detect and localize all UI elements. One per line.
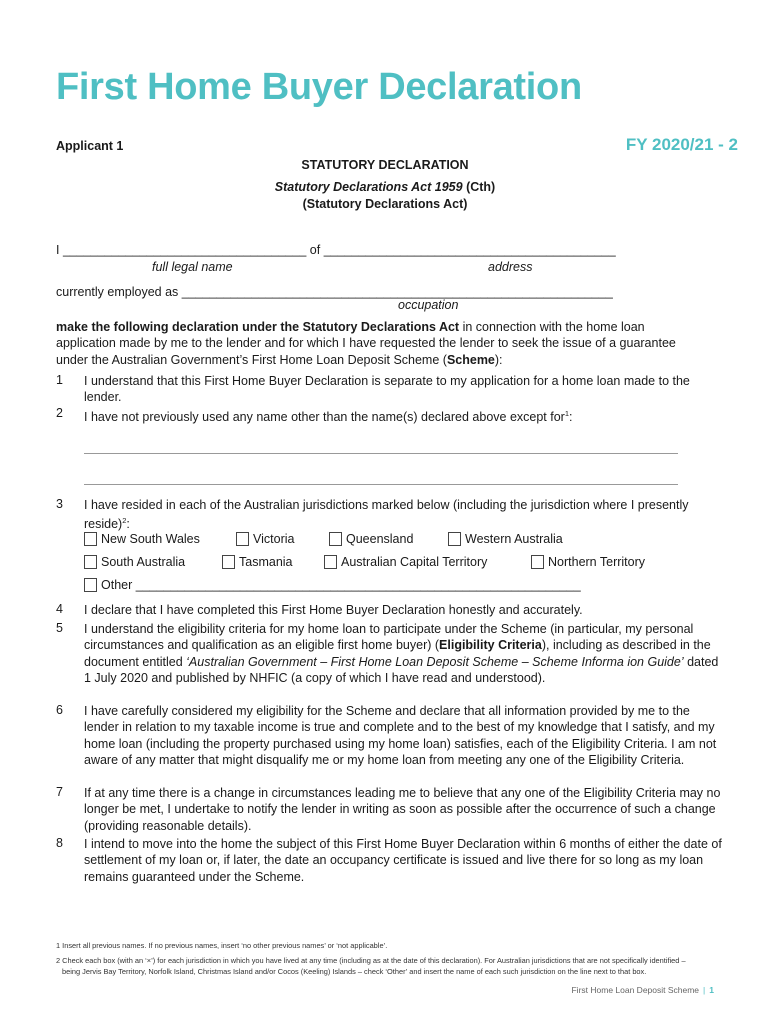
wa-checkbox[interactable] (448, 532, 461, 546)
jurisdiction-wa[interactable] (448, 532, 563, 546)
other-checkbox[interactable] (84, 578, 97, 592)
full-name-field[interactable]: ___________________________________ (62, 243, 307, 257)
tas-label: Tasmania (239, 555, 293, 569)
previous-names-line-2[interactable] (84, 484, 678, 485)
item-number-3: 3 (56, 497, 63, 511)
item-3-text (84, 497, 724, 533)
footnote-ref-2: 2 (122, 516, 127, 526)
jurisdiction-nt[interactable] (531, 555, 645, 569)
employed-label: currently employed as (56, 285, 179, 299)
financial-year-label: FY 2020/21 - 2 (625, 135, 738, 154)
item-number-5: 5 (56, 621, 63, 635)
nt-label: Northern Territory (548, 555, 646, 569)
act-line (0, 180, 770, 194)
item-5-text (84, 621, 724, 686)
jurisdiction-tas[interactable] (222, 555, 293, 569)
eligibility-criteria-term: Eligibility Criteria (439, 638, 542, 653)
address-field[interactable]: __________________________________________ (323, 243, 616, 257)
item-6-text: I have carefully considered my eligibility for the Scheme and declare that all information provided by me to the lender in relation to my taxable income is true and complete and to the best of my knowledge that I satisfy, and my home loan (including the property purchased using my home loan) satisfies, each of the Eligibility Criteria. I am not aware of any matter that might disqualify me or my home loan from meeting any one of the Eligibility Criteria. (84, 704, 717, 767)
vic-checkbox[interactable] (236, 532, 249, 546)
intro-text-end: ): (494, 352, 503, 367)
item-8-text: I intend to move into the home the subject of this First Home Buyer Declaration within 6 months of either the date of settlement of my loan or, if later, the date an occupancy certificate is issued and live there for so long as my loan remains guaranteed under the Scheme. (84, 837, 722, 884)
act-short-name: (Statutory Declarations Act) (302, 197, 468, 211)
nsw-checkbox[interactable] (84, 532, 97, 546)
item-5-body-2: ), including as described in the document entitled (84, 638, 711, 669)
of-label: of (309, 243, 321, 257)
item-5-body-3: dated 1 July 2020 and published by NHFIC (a copy of which I have read and understood). (84, 654, 719, 685)
applicant-label: Applicant 1 (56, 139, 124, 153)
page-title: First Home Buyer Declaration (56, 66, 582, 108)
item-number-6: 6 (56, 703, 63, 717)
statutory-heading: STATUTORY DECLARATION (301, 158, 469, 172)
address-caption: address (488, 260, 533, 274)
act-jurisdiction: (Cth) (462, 180, 496, 194)
wa-label: Western Australia (465, 532, 563, 546)
qld-checkbox[interactable] (329, 532, 342, 546)
occupation-field[interactable]: ______________________________________________________________ (181, 285, 613, 299)
intro-bold: make the following declaration under the Statutory Declarations Act (56, 320, 460, 334)
item-number-8: 8 (56, 836, 63, 850)
sa-checkbox[interactable] (84, 555, 97, 569)
footnote-2: 2 Check each box (with an ‘×’) for each jurisdiction in which you have lived at any time (including as at the date of this declaration). For Australian jurisdictions that are not specifically identified – being Jervis Bay Territory, Norfolk Island, Christmas Island and/or Cocos (Keeling) Islands – check ‘Other’ and insert the name of each such jurisdiction on the line next to that box. (56, 956, 686, 977)
act-label: Australian Capital Territory (341, 555, 488, 569)
item-2-text (84, 406, 724, 425)
item-number-4: 4 (56, 602, 63, 616)
item-5-body: I understand the eligibility criteria for my home loan to participate under the Scheme (in particular, my personal circumstances and qualification as an eligible first home buyer) ( (84, 622, 694, 653)
item-3-body: I have resided in each of the Australian jurisdictions marked below (including the jurisdiction where I presently reside) (84, 498, 689, 532)
jurisdiction-qld[interactable] (329, 532, 413, 546)
guide-title: ‘Australian Government – First Home Loan Deposit Scheme – Scheme Informa ion Guide’ (186, 654, 684, 669)
declarant-prefix: I (56, 243, 60, 257)
qld-label: Queensland (346, 532, 414, 546)
other-label: Other (101, 578, 133, 592)
vic-label: Victoria (253, 532, 295, 546)
item-number-7: 7 (56, 785, 63, 799)
scheme-term: Scheme (446, 352, 495, 367)
nt-checkbox[interactable] (531, 555, 544, 569)
jurisdiction-act[interactable] (324, 555, 487, 569)
item-4-text: I declare that I have completed this First Home Buyer Declaration honestly and accurately. (84, 603, 583, 617)
footnote-1: 1 Insert all previous names. If no previous names, insert ‘no other previous names’ or ‘not applicable’. (56, 941, 388, 950)
footnote-ref-1: 1 (564, 409, 570, 418)
footer-separator: | (703, 985, 706, 995)
act-name: Statutory Declarations Act 1959 (274, 180, 463, 194)
jurisdiction-vic[interactable] (236, 532, 294, 546)
previous-names-line-1[interactable] (84, 453, 678, 454)
item-1-text: I understand that this First Home Buyer Declaration is separate to my application for a home loan made to the lender. (84, 374, 690, 405)
item-7-text: If at any time there is a change in circumstances leading me to believe that any one of the Eligibility Criteria may no longer be met, I undertake to notify the lender in writing as soon as possible after the occurrence of such a change (providing reasonable details). (84, 786, 721, 833)
item-number-2: 2 (56, 406, 63, 420)
item-3-colon: : (126, 517, 130, 532)
jurisdiction-sa[interactable] (84, 555, 185, 569)
intro-text: in connection with the home loan application made by me to the lender and for which I have requested the lender to seek the issue of a guarantee under the Australian Government’s First Home Loan Deposit Scheme ( (56, 320, 676, 367)
page-footer (571, 985, 714, 995)
other-field[interactable]: ________________________________________________________________ (135, 578, 581, 592)
footer-label: First Home Loan Deposit Scheme (571, 985, 700, 995)
page-number: 1 (709, 985, 714, 995)
occupation-line (56, 285, 613, 299)
act-checkbox[interactable] (324, 555, 337, 569)
item-2-body: I have not previously used any name other than the name(s) declared above except for (84, 410, 565, 425)
item-number-1: 1 (56, 373, 63, 387)
sa-label: South Australia (101, 555, 186, 569)
occupation-caption: occupation (398, 298, 459, 312)
item-2-colon: : (569, 410, 573, 425)
intro-paragraph (56, 319, 696, 368)
name-address-line (56, 243, 616, 257)
jurisdiction-other[interactable] (84, 578, 581, 592)
tas-checkbox[interactable] (222, 555, 235, 569)
jurisdiction-nsw[interactable] (84, 532, 200, 546)
nsw-label: New South Wales (101, 532, 200, 546)
full-name-caption: full legal name (152, 260, 233, 274)
